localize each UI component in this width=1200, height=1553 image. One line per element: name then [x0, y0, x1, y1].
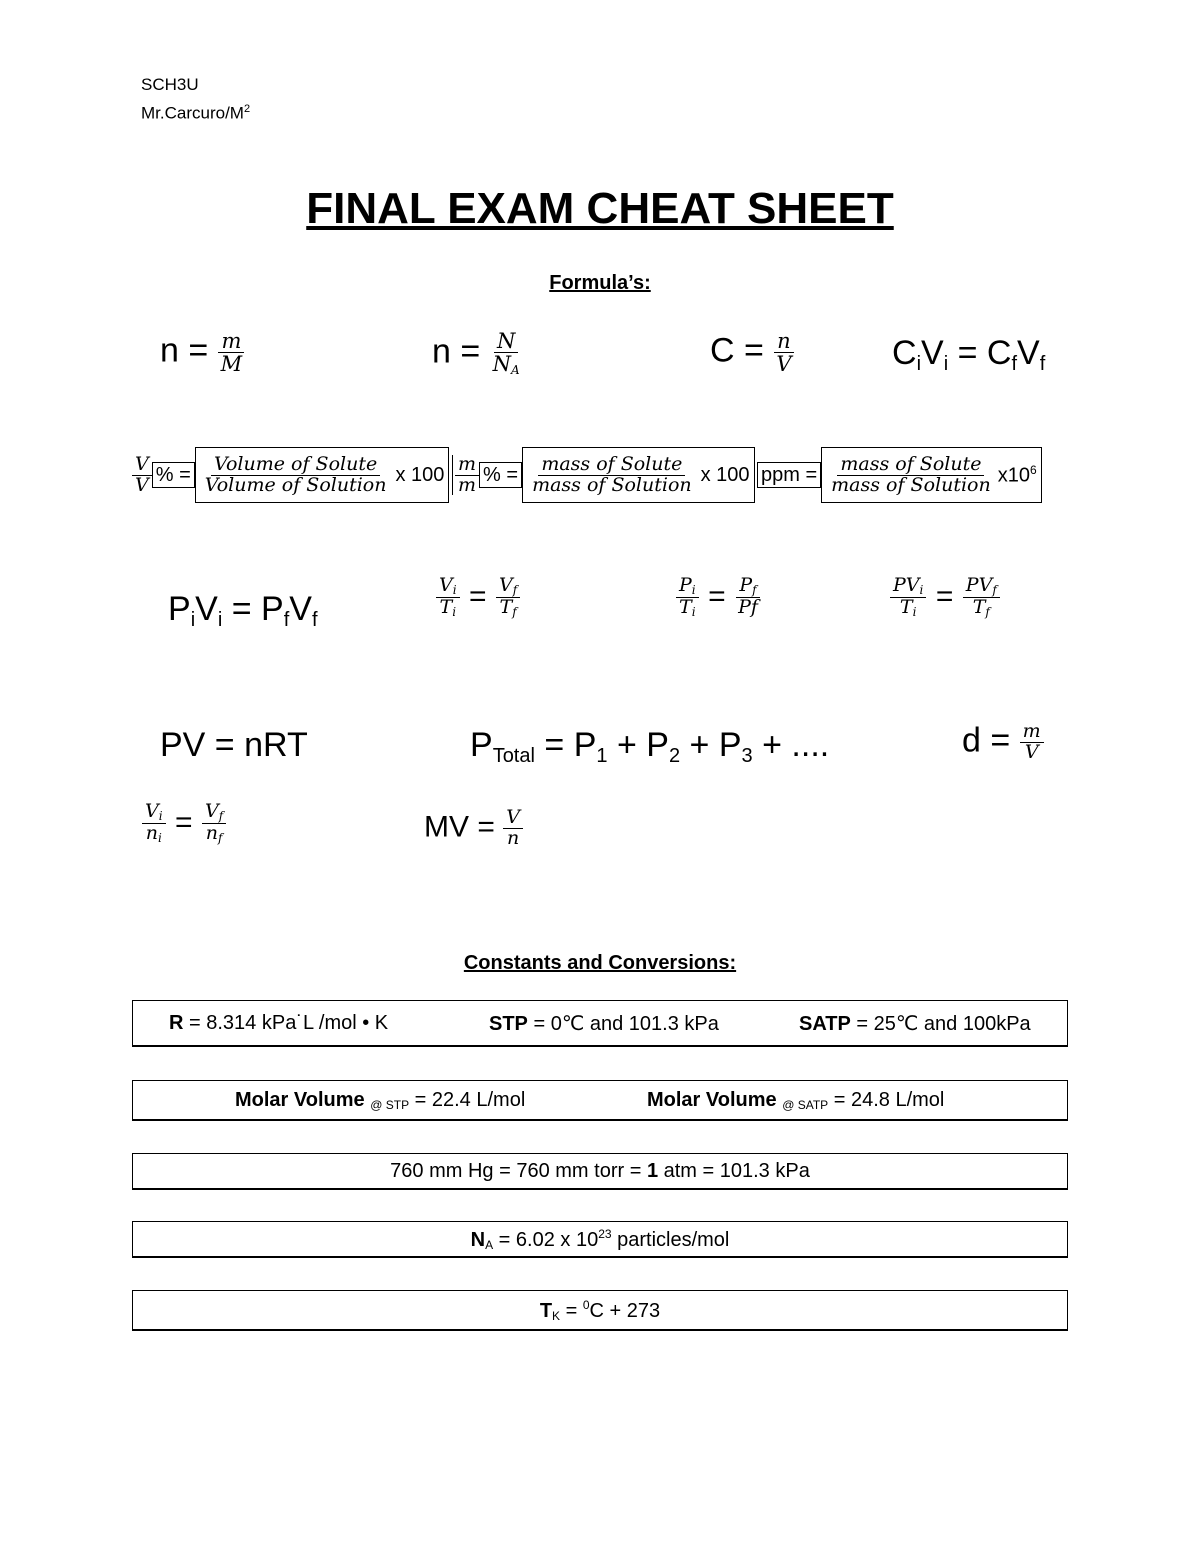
formula-gay-lussac: $\frac{P_i}{T_i}$ = $\frac{P_f}{Pf}$: [676, 576, 761, 618]
page-title: FINAL EXAM CHEAT SHEET: [306, 184, 894, 233]
formula-density: d = $\frac{m}{V}$: [962, 722, 1044, 763]
formula-moles-particles: n = $\frac{N}{N_A}$: [432, 329, 520, 378]
constant-mv-satp: Molar Volume $_{@ SATP}$ = 24.8 L/mol: [647, 1088, 945, 1112]
constants-box-gas: [132, 1000, 1068, 1047]
constant-pressure: 760 mm Hg = 760 mm torr = 1 atm = 101.3 kPa: [390, 1159, 810, 1182]
formula-ideal-gas: PV = nRT: [160, 726, 308, 764]
formula-dilution: $C_iV_i = C_fV_f$: [892, 334, 1046, 375]
formula-charles: $\frac{V_i}{T_i}$ = $\frac{V_f}{T_f}$: [436, 576, 520, 618]
constant-kelvin: $T_K = ^0C + 273$: [539, 1297, 661, 1323]
teacher-name: $Mr.Carcuro/M^2$: [141, 103, 251, 123]
constant-mv-stp: Molar Volume $_{@ STP}$ = 22.4 L/mol: [235, 1088, 526, 1112]
constants-heading: Constants and Conversions:: [463, 952, 737, 974]
constants-box-pressure: [132, 1153, 1068, 1190]
formula-molar-volume: MV = $\frac{V}{n}$: [424, 808, 523, 849]
formulas-heading: Formula’s:: [549, 272, 651, 294]
percent-formulas-row: [132, 446, 1042, 504]
formula-moles-mass: n = $\frac{m}{M}$: [160, 330, 245, 375]
formula-boyle: $P_iV_i = P_fV_f$: [168, 590, 318, 631]
constant-avogadro: $N_A = 6.02$ x $10^{23}$ particles/mol: [470, 1226, 730, 1252]
formula-dalton: $P_{Total} = P_1 + P_2 + P_3$ + ....: [470, 726, 830, 767]
constants-box-kelvin: [132, 1290, 1068, 1331]
constant-stp: STP = 0℃ and 101.3 kPa: [489, 1012, 719, 1035]
formula-concentration: C = $\frac{n}{V}$: [710, 330, 794, 375]
formula-ppm: ppm = $\frac{\text{mass of Solute}}{\text{mass of Solution}}$ $x10^6$: [757, 446, 1042, 504]
course-code: SCH3U: [141, 75, 199, 94]
constant-satp: SATP = 25℃ and 100kPa: [799, 1012, 1031, 1035]
formula-volume-percent: $\frac{V}{V}$ % = $\frac{\text{Volume of Solute}}{\text{Volume of Solution}}$ x 100: [132, 446, 449, 504]
constants-box-molar-volume: [132, 1080, 1068, 1121]
constant-r: R = 8.314 kPa˙L /mol • K: [169, 1011, 389, 1034]
formula-combined-gas: $\frac{PV_i}{T_i}$ = $\frac{PV_f}{T_f}$: [890, 576, 1000, 618]
constants-box-avogadro: [132, 1221, 1068, 1258]
formula-mass-percent: $\frac{m}{m}$ % = $\frac{\text{mass of Solute}}{\text{mass of Solution}}$ x 100: [452, 446, 755, 504]
formula-avogadro-law: $\frac{V_i}{n_i}$ = $\frac{V_f}{n_f}$: [142, 802, 226, 844]
